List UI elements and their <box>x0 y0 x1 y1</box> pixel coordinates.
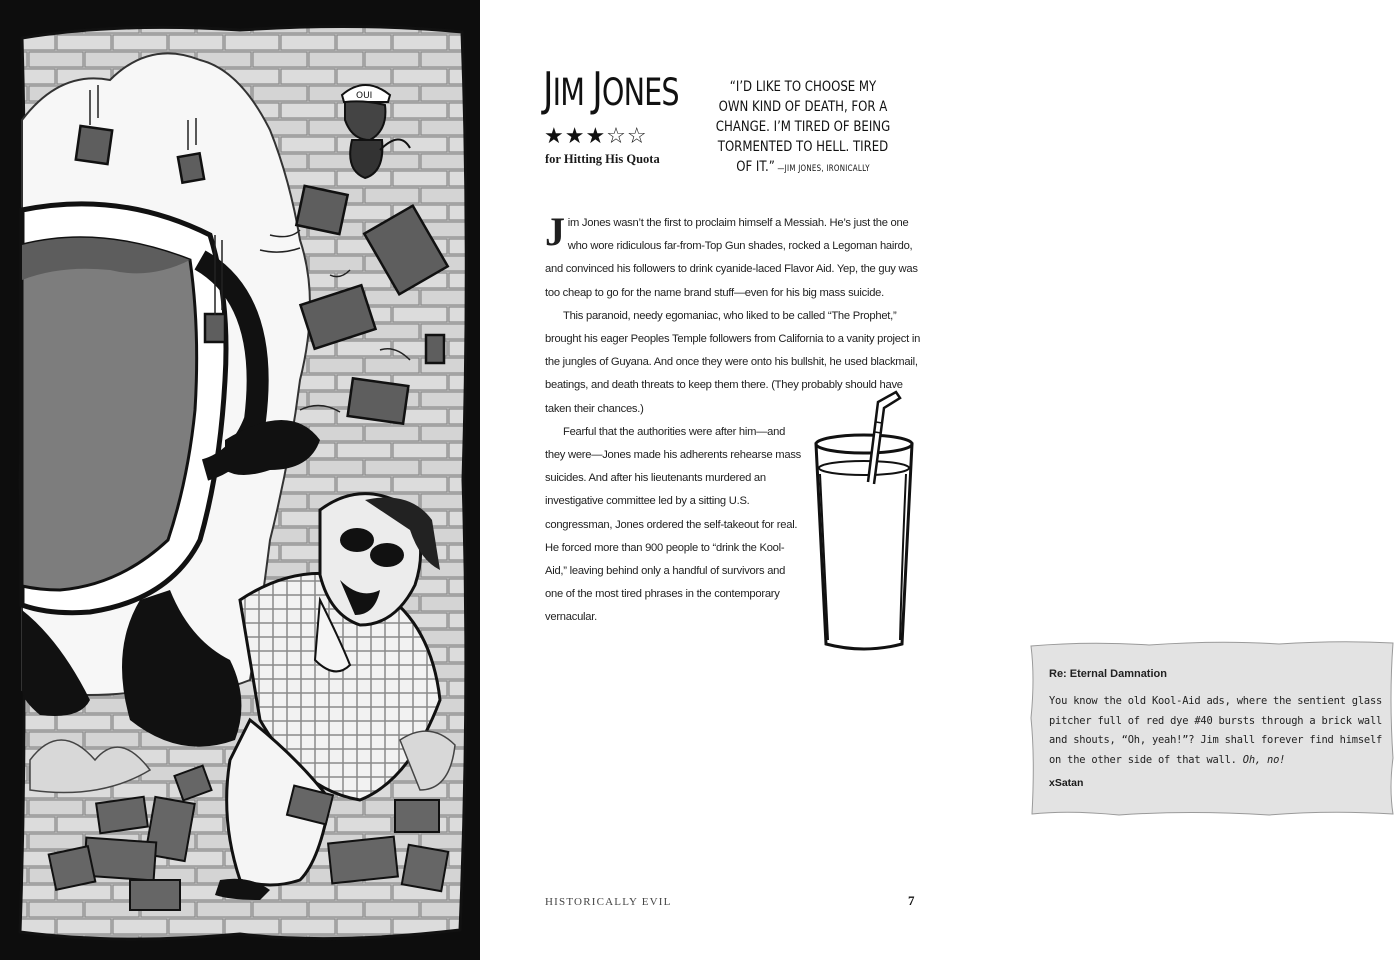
note-signature: xSatan <box>1049 777 1084 789</box>
glass-with-straw-icon <box>806 392 922 656</box>
rating-stars: ★★★☆☆ <box>544 124 648 149</box>
quote-attribution: —JIM JONES, IRONICALLY <box>774 164 870 174</box>
rating-subtitle: for Hitting His Quota <box>545 152 660 166</box>
kool-aid-man-illustration <box>0 0 480 960</box>
page-number: 7 <box>908 893 915 908</box>
paragraph-2: This paranoid, needy egomaniac, who liked to be called “The Prophet,” brought his eager Peoples Temple followers from California to a vanity project in the jungles of Guyana. And once they were onto his bullshit, he used blackmail, beatings, and death threats to keep them there. (They probably should have taken their chances.) <box>545 309 921 415</box>
svg-text:OUI: OUI <box>356 91 373 101</box>
illustration-panel <box>0 0 480 960</box>
quote-text: “I’D LIKE TO CHOOSE MY OWN KIND OF DEATH, FOR A CHANGE. I’M TIRED OF BEING TORMENTED TO HELL. TIRED OF IT.” <box>715 79 891 175</box>
note-body: You know the old Kool-Aid ads, where the sentient glass pitcher full of red dye #40 bursts through a brick wall and shouts, “Oh, yeah!”? Jim shall forever find himself on the other side of that wall. Oh, no! <box>1049 695 1383 766</box>
satan-note-box <box>1029 638 1395 818</box>
running-head: HISTORICALLY EVIL <box>545 896 672 908</box>
epigraph-quote <box>716 77 891 179</box>
drop-cap: J <box>545 209 565 254</box>
paragraph-1: Jim Jones wasn’t the first to proclaim himself a Messiah. He’s just the one who wore ridiculous far-from-Top Gun shades, rocked a Legoman hairdo, and convinced his followers to drink cyanide-laced Flavor Aid. Yep, the guy was too cheap to go for the name brand stuff—even for his big mass suicide. <box>545 209 918 299</box>
page-title: JIM JONES <box>543 62 679 116</box>
note-title: Re: Eternal Damnation <box>1049 668 1167 680</box>
text-page <box>480 0 1383 960</box>
paragraph-3: Fearful that the authorities were after him—and they were—Jones made his adherents rehearse mass suicides. And after his lieutenants murdered an investigative committee led by a sitting U.S. congressman, Jones ordered the self-takeout for real. He forced more than 900 people to “drink the Kool-Aid,” leaving behind only a handful of survivors and one of the most tired phrases in the contemporary vernacular. <box>545 425 802 624</box>
